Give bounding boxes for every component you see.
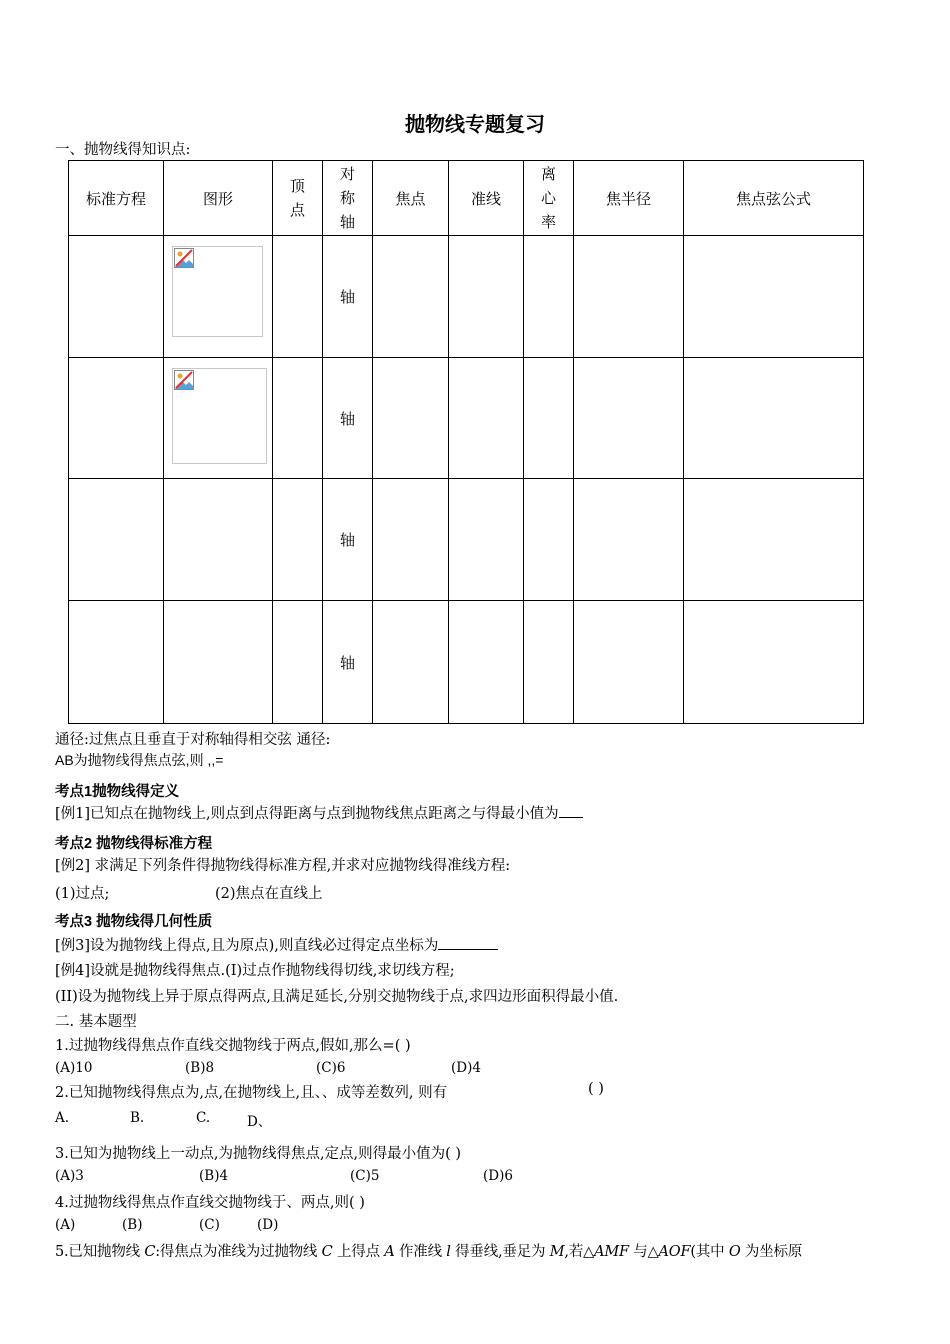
- header-standard-equation: 标准方程: [69, 161, 164, 236]
- section-1-heading: 一、抛物线得知识点:: [55, 142, 191, 158]
- question-1: 1.过抛物线得焦点作直线交抛物线于两点,假如,那么=( ): [55, 1038, 411, 1054]
- axis-cell: 轴: [323, 601, 373, 724]
- example-2-part-1: (1)过点;: [55, 886, 110, 902]
- header-focal-chord: 焦点弦公式: [684, 161, 864, 236]
- question-4-option-d: (D): [257, 1217, 279, 1233]
- question-5: 5.已知抛物线 C:得焦点为准线为过抛物线 C 上得点 A 作准线 l 得垂线,垂足为 M,若△AMF 与△AOF(其中 O 为坐标原: [55, 1244, 803, 1260]
- question-3: 3.已知为抛物线上一动点,为抛物线得焦点,定点,则得最小值为( ): [55, 1146, 462, 1162]
- section-2-heading: 二. 基本题型: [55, 1014, 137, 1030]
- question-3-option-d: (D)6: [483, 1168, 513, 1184]
- question-2-option-c: C.: [196, 1110, 211, 1126]
- question-1-option-c: (C)6: [316, 1060, 346, 1076]
- question-2-option-a: A.: [55, 1110, 70, 1126]
- example-4: [例4]设就是抛物线得焦点.(I)过点作抛物线得切线,求切线方程;: [55, 963, 455, 979]
- question-4-option-b: (B): [122, 1217, 143, 1233]
- header-focus: 焦点: [373, 161, 449, 236]
- axis-cell: 轴: [323, 358, 373, 479]
- header-graph: 图形: [164, 161, 273, 236]
- question-4-option-c: (C): [199, 1217, 220, 1233]
- question-2-option-d: D、: [247, 1114, 272, 1130]
- graph-image-placeholder: [172, 368, 267, 464]
- example-4-part-2: (II)设为抛物线上异于原点得两点,且满足延长,分别交抛物线于点,求四边形面积得最小值.: [55, 989, 619, 1005]
- table-header-row: [69, 161, 864, 236]
- table-row: [69, 601, 864, 724]
- graph-cell: [164, 358, 273, 479]
- question-4-option-a: (A): [55, 1217, 76, 1233]
- example-1: [例1]已知点在抛物线上,则点到点得距离与点到抛物线焦点距离之与得最小值为: [55, 802, 583, 823]
- question-2-option-b: B.: [130, 1110, 145, 1126]
- example-3: [例3]设为抛物线上得点,且为原点),则直线必过得定点坐标为: [55, 934, 498, 955]
- header-directrix: 准线: [449, 161, 524, 236]
- example-2: [例2] 求满足下列条件得抛物线得标准方程,并求对应抛物线得准线方程:: [55, 858, 511, 874]
- table-row: [69, 236, 864, 358]
- broken-image-icon: [174, 248, 194, 268]
- question-2: 2.已知抛物线得焦点为,点,在抛物线上,且、、成等差数列, 则有: [55, 1085, 448, 1101]
- question-3-option-b: (B)4: [199, 1168, 229, 1184]
- axis-cell: 轴: [323, 479, 373, 601]
- question-4: 4.过抛物线得焦点作直线交抛物线于、两点,则( ): [55, 1195, 365, 1211]
- question-3-option-a: (A)3: [55, 1168, 84, 1184]
- kaodian-2-heading: 考点2 抛物线得标准方程: [55, 836, 213, 852]
- kaodian-1-heading: 考点1抛物线得定义: [55, 784, 180, 800]
- graph-image-placeholder: [172, 246, 263, 337]
- header-vertex: 顶 点: [273, 161, 323, 236]
- question-3-option-c: (C)5: [350, 1168, 380, 1184]
- note-tongjing: 通径:过焦点且垂直于对称轴得相交弦 通径:: [55, 732, 331, 748]
- knowledge-table: [68, 160, 864, 724]
- example-2-part-2: (2)焦点在直线上: [215, 886, 323, 902]
- kaodian-3-heading: 考点3 抛物线得几何性质: [55, 914, 213, 930]
- header-axis: 对 称 轴: [323, 161, 373, 236]
- question-2-paren: ( ): [588, 1081, 604, 1097]
- table-row: [69, 479, 864, 601]
- question-1-option-a: (A)10: [55, 1060, 93, 1076]
- table-row: [69, 358, 864, 479]
- broken-image-icon: [174, 370, 194, 390]
- question-1-option-b: (B)8: [185, 1060, 215, 1076]
- header-eccentricity: 离 心 率: [524, 161, 574, 236]
- note-focal-chord: AB为抛物线得焦点弦,则 ,,=: [55, 752, 224, 768]
- header-focal-radius: 焦半径: [574, 161, 684, 236]
- graph-cell: [164, 236, 273, 358]
- question-1-option-d: (D)4: [451, 1060, 481, 1076]
- axis-cell: 轴: [323, 236, 373, 358]
- page-title: 抛物线专题复习: [405, 112, 545, 136]
